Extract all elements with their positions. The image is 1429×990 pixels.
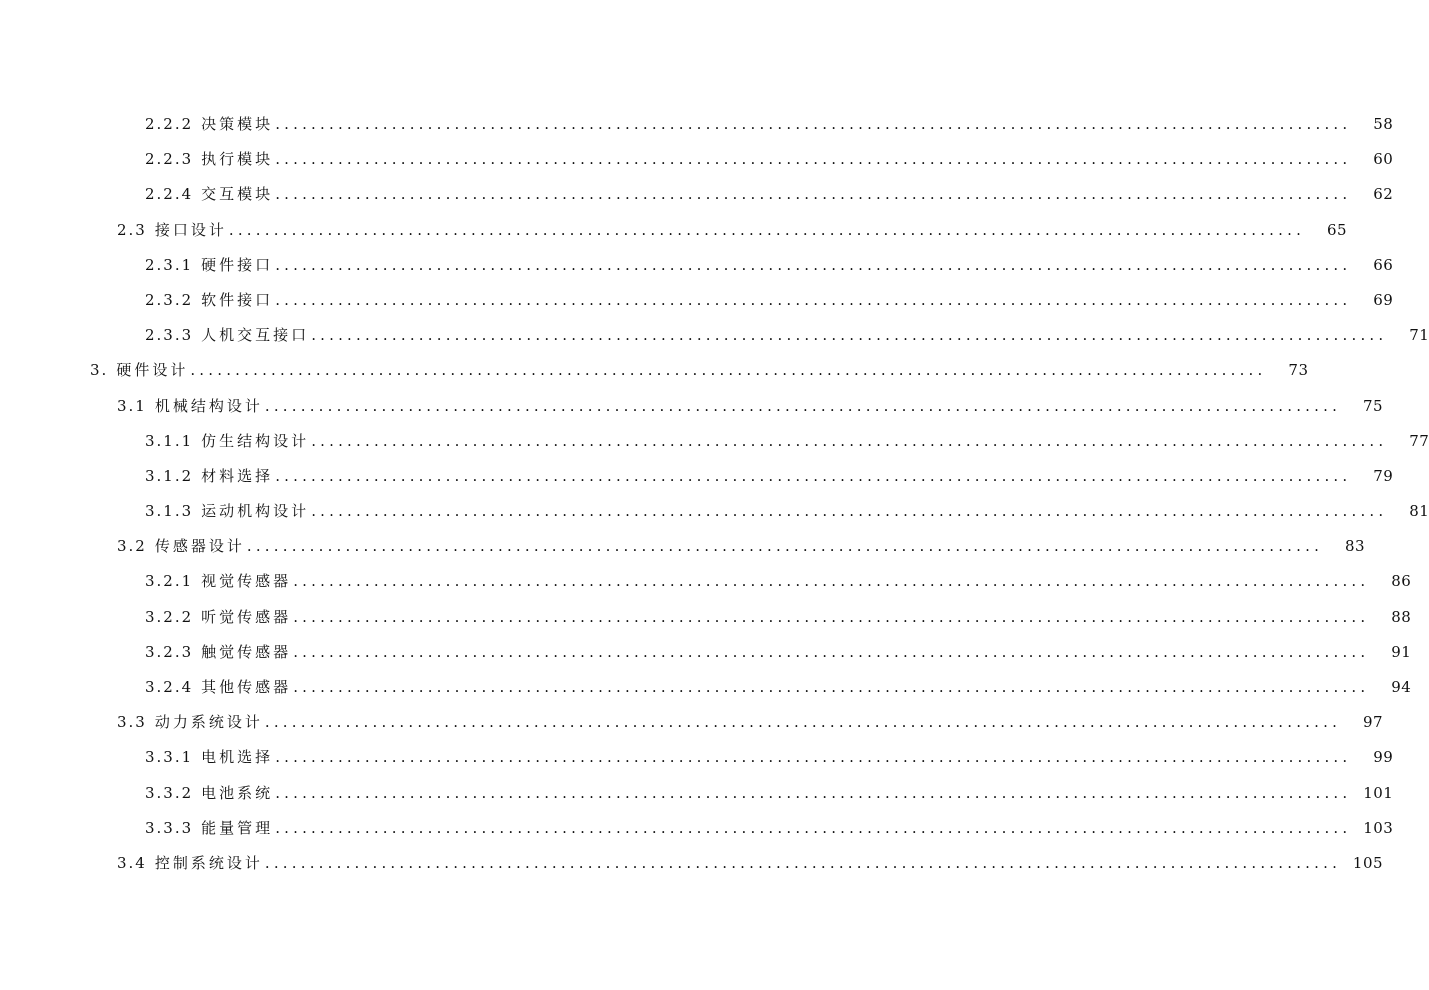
toc-entry-title: 执行模块 xyxy=(201,150,274,169)
toc-entry-2-2-2[interactable] xyxy=(0,107,1394,142)
toc-dot-leader: ........................................................................................................................ xyxy=(264,713,1342,732)
toc-dot-leader: ........................................................................................................................ xyxy=(275,783,1352,802)
toc-entry-3-1-3[interactable] xyxy=(0,494,1429,529)
toc-entry-number: 3.2.3 xyxy=(145,642,194,661)
toc-page-number: 83 xyxy=(1344,537,1366,556)
toc-entry-title: 人机交互接口 xyxy=(201,326,310,345)
toc-page-number: 60 xyxy=(1373,150,1394,169)
toc-entry-title: 软件接口 xyxy=(201,290,274,309)
toc-dot-leader: ........................................................................................................................ xyxy=(293,678,1370,696)
toc-entry-number: 3.4 xyxy=(117,853,147,872)
toc-entry-title: 视觉传感器 xyxy=(201,572,292,591)
toc-page-number: 81 xyxy=(1409,502,1429,521)
toc-entry-title: 硬件接口 xyxy=(201,255,274,274)
toc-page-number: 91 xyxy=(1391,642,1412,661)
toc-dot-leader: ........................................................................................................................ xyxy=(275,185,1352,204)
toc-page-number: 88 xyxy=(1391,607,1412,626)
toc-entry-2-2-3[interactable] xyxy=(0,142,1394,177)
toc-dot-leader: ........................................................................................................................ xyxy=(246,537,1324,556)
toc-page-number: 75 xyxy=(1362,396,1384,415)
toc-entry-number: 3.2.1 xyxy=(145,572,194,591)
toc-entry-3-1[interactable] xyxy=(0,389,1384,424)
toc-entry-number: 2.3 xyxy=(117,220,147,239)
toc-entry-2-3[interactable] xyxy=(0,213,1348,248)
toc-page-number: 62 xyxy=(1373,185,1394,204)
toc-page-number: 103 xyxy=(1363,818,1394,837)
toc-entry-number: 2.2.2 xyxy=(145,115,194,133)
toc-entry-2-3-1[interactable] xyxy=(0,248,1394,283)
toc-page-number: 101 xyxy=(1363,783,1394,802)
toc-entry-3-2-2[interactable] xyxy=(0,600,1412,635)
toc-entry-number: 3.1.2 xyxy=(145,466,194,485)
toc-entry-title: 触觉传感器 xyxy=(201,642,292,661)
toc-entry-2-3-2[interactable] xyxy=(0,283,1394,318)
toc-entry-title: 决策模块 xyxy=(201,115,274,133)
toc-dot-leader: ........................................................................................................................ xyxy=(275,748,1352,767)
toc-entry-title: 其他传感器 xyxy=(201,678,292,696)
toc-dot-leader: ........................................................................................................................ xyxy=(264,853,1342,872)
toc-entry-3-4[interactable] xyxy=(0,846,1384,881)
toc-page-number: 77 xyxy=(1409,431,1429,450)
toc-entry-title: 电机选择 xyxy=(201,748,274,767)
toc-entry-title: 接口设计 xyxy=(154,220,227,239)
toc-dot-leader: ........................................................................................................................ xyxy=(275,255,1352,274)
toc-dot-leader: ........................................................................................................................ xyxy=(311,326,1388,345)
toc-page-number: 94 xyxy=(1391,678,1412,696)
toc-entry-3-2-4[interactable] xyxy=(0,670,1412,705)
toc-entry-3[interactable] xyxy=(0,353,1309,388)
toc-page-number: 58 xyxy=(1373,115,1394,133)
toc-dot-leader: ........................................................................................................................ xyxy=(275,290,1352,309)
toc-page-number: 71 xyxy=(1409,326,1429,345)
toc-entry-number: 3.3 xyxy=(117,713,147,732)
toc-dot-leader: ........................................................................................................................ xyxy=(275,818,1352,837)
toc-entry-number: 3.2.2 xyxy=(145,607,194,626)
toc-entry-2-2-4[interactable] xyxy=(0,177,1394,212)
toc-entry-title: 材料选择 xyxy=(201,466,274,485)
toc-entry-3-2[interactable] xyxy=(0,529,1366,564)
toc-entry-number: 3.1 xyxy=(117,396,147,415)
toc-dot-leader: ........................................................................................................................ xyxy=(228,220,1306,239)
toc-entry-number: 2.2.4 xyxy=(145,185,194,204)
toc-dot-leader: ........................................................................................................................ xyxy=(275,115,1352,133)
toc-page-number: 86 xyxy=(1391,572,1412,591)
toc-entry-number: 3.1.3 xyxy=(145,502,194,521)
toc-entry-3-2-1[interactable] xyxy=(0,564,1412,599)
toc-entry-number: 2.3.3 xyxy=(145,326,194,345)
toc-dot-leader: ........................................................................................................................ xyxy=(311,431,1388,450)
toc-entry-number: 3.3.1 xyxy=(145,748,194,767)
toc-dot-leader: ........................................................................................................................ xyxy=(275,466,1352,485)
toc-entry-title: 运动机构设计 xyxy=(201,502,310,521)
toc-entry-3-1-2[interactable] xyxy=(0,459,1394,494)
toc-entry-3-3-3[interactable] xyxy=(0,811,1394,846)
toc-dot-leader: ........................................................................................................................ xyxy=(293,642,1370,661)
toc-entry-title: 传感器设计 xyxy=(154,537,245,556)
toc-dot-leader: ........................................................................................................................ xyxy=(190,361,1267,380)
toc-entry-number: 3.1.1 xyxy=(145,431,194,450)
toc-page-number: 99 xyxy=(1373,748,1394,767)
toc-page-number: 105 xyxy=(1352,853,1384,872)
toc-entry-title: 听觉传感器 xyxy=(201,607,292,626)
table-of-contents xyxy=(0,107,1429,881)
toc-entry-number: 3.2 xyxy=(117,537,147,556)
toc-dot-leader: ........................................................................................................................ xyxy=(264,396,1342,415)
toc-entry-number: 3.3.3 xyxy=(145,818,194,837)
toc-entry-2-3-3[interactable] xyxy=(0,318,1429,353)
toc-dot-leader: ........................................................................................................................ xyxy=(293,572,1370,591)
toc-entry-title: 控制系统设计 xyxy=(154,853,263,872)
toc-entry-number: 3.3.2 xyxy=(145,783,194,802)
toc-entry-3-3-1[interactable] xyxy=(0,740,1394,775)
toc-page-number: 97 xyxy=(1362,713,1384,732)
toc-entry-3-3[interactable] xyxy=(0,705,1384,740)
toc-entry-3-3-2[interactable] xyxy=(0,776,1394,811)
toc-entry-title: 动力系统设计 xyxy=(154,713,263,732)
toc-entry-title: 交互模块 xyxy=(201,185,274,204)
toc-dot-leader: ........................................................................................................................ xyxy=(275,150,1352,169)
toc-page-number: 73 xyxy=(1288,361,1309,380)
toc-page-number: 69 xyxy=(1373,290,1394,309)
toc-page-number: 79 xyxy=(1373,466,1394,485)
toc-entry-title: 能量管理 xyxy=(201,818,274,837)
toc-dot-leader: ........................................................................................................................ xyxy=(293,607,1370,626)
toc-dot-leader: ........................................................................................................................ xyxy=(311,502,1388,521)
toc-entry-title: 仿生结构设计 xyxy=(201,431,310,450)
toc-entry-3-1-1[interactable] xyxy=(0,424,1429,459)
toc-entry-number: 2.3.1 xyxy=(145,255,194,274)
toc-page-number: 66 xyxy=(1373,255,1394,274)
toc-entry-title: 机械结构设计 xyxy=(154,396,263,415)
toc-entry-3-2-3[interactable] xyxy=(0,635,1412,670)
toc-page-number: 65 xyxy=(1326,220,1348,239)
toc-entry-number: 3. xyxy=(90,361,109,380)
toc-entry-title: 硬件设计 xyxy=(116,361,189,380)
toc-entry-number: 2.3.2 xyxy=(145,290,194,309)
toc-entry-number: 3.2.4 xyxy=(145,678,194,696)
toc-entry-title: 电池系统 xyxy=(201,783,274,802)
toc-entry-number: 2.2.3 xyxy=(145,150,194,169)
